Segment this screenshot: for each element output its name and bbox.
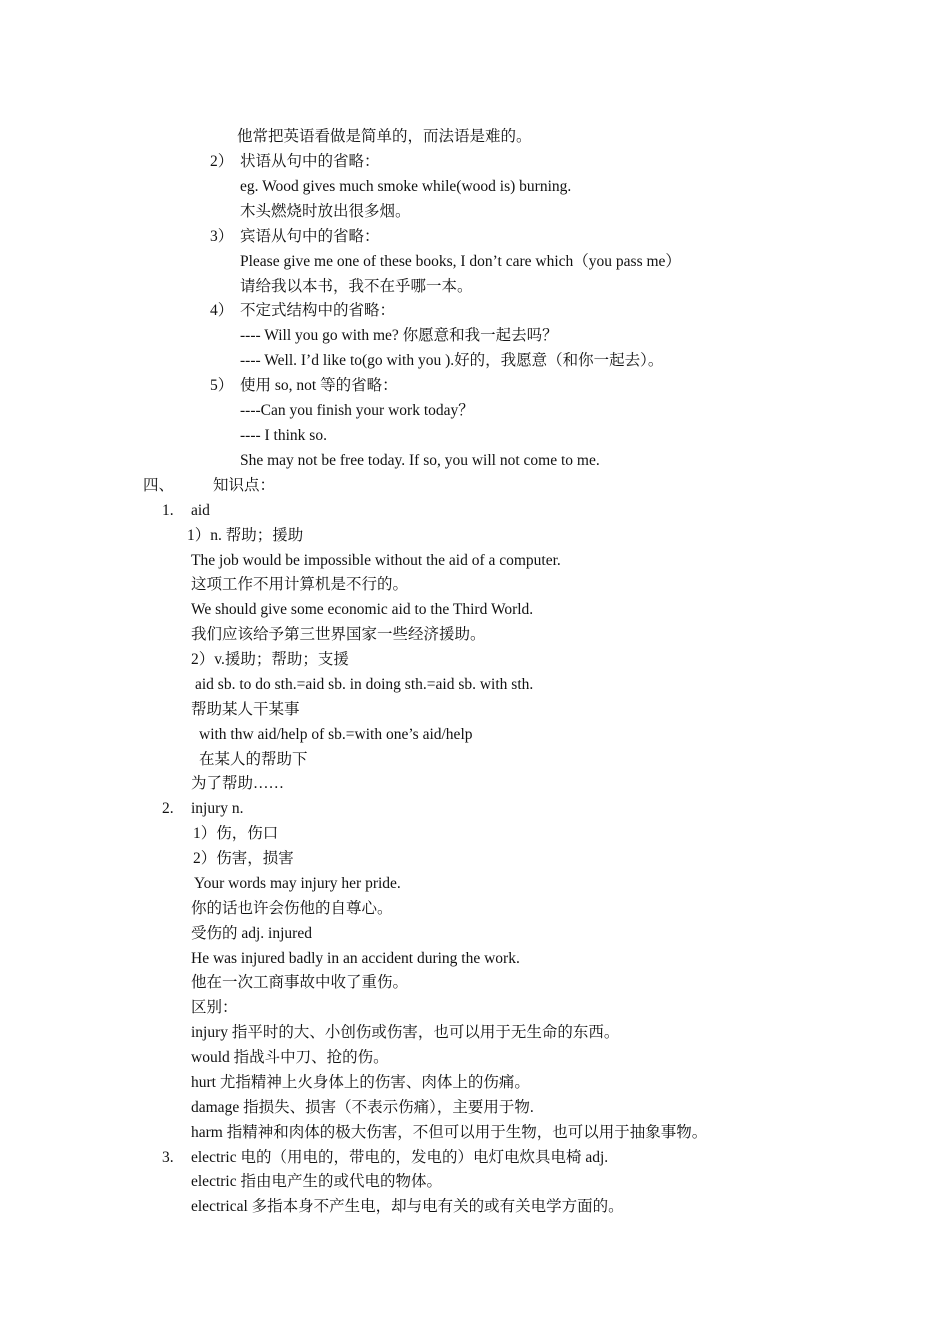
text-line: electric 指由电产生的或代电的物体。	[191, 1173, 442, 1190]
list-item-title: 不定式结构中的省略：	[240, 302, 396, 319]
list-number: 2）	[210, 153, 234, 170]
text-line: 受伤的 adj. injured	[191, 925, 312, 942]
text-line: hurt 尤指精神上火身体上的伤害、肉体上的伤痛。	[191, 1074, 530, 1091]
text-line: eg. Wood gives much smoke while(wood is) burning.	[240, 178, 572, 195]
text-line: We should give some economic aid to the Third World.	[191, 601, 534, 618]
text-line: Please give me one of these books, I don’t care which（you pass me）	[240, 253, 681, 270]
list-item-title: 宾语从句中的省略：	[240, 228, 380, 245]
text-line: 我们应该给予第三世界国家一些经济援助。	[191, 626, 486, 643]
point-title: aid	[191, 502, 210, 519]
text-line: 请给我以本书，我不在乎哪一本。	[240, 278, 473, 295]
text-line: ---- Will you go with me? 你愿意和我一起去吗？	[240, 327, 558, 344]
list-item-title: 使用 so, not 等的省略：	[240, 377, 398, 394]
list-item-title: 状语从句中的省略：	[240, 153, 380, 170]
section-number: 四、	[143, 477, 175, 494]
text-line: would 指战斗中刀、抢的伤。	[191, 1049, 389, 1066]
point-title: electric 电的（用电的，带电的，发电的）电灯电炊具电椅 adj.	[191, 1149, 609, 1166]
text-line: aid sb. to do sth.=aid sb. in doing sth.=aid sb. with sth.	[195, 676, 534, 693]
list-number: 4）	[210, 302, 234, 319]
text-line: 这项工作不用计算机是不行的。	[191, 576, 409, 593]
text-line: ----Can you finish your work today？	[240, 402, 474, 419]
text-line: injury 指平时的大、小创伤或伤害，也可以用于无生命的东西。	[191, 1024, 620, 1041]
list-number: 5）	[210, 377, 234, 394]
text-line: 为了帮助……	[191, 775, 285, 792]
point-number: 3.	[162, 1149, 174, 1166]
text-line: She may not be free today. If so, you will not come to me.	[240, 452, 600, 469]
point-title: injury n.	[191, 800, 244, 817]
text-line: He was injured badly in an accident during the work.	[191, 950, 520, 967]
section-title: 知识点：	[213, 477, 276, 494]
text-line: 他常把英语看做是简单的，而法语是难的。	[237, 128, 532, 145]
text-line: Your words may injury her pride.	[194, 875, 401, 892]
text-line: 木头燃烧时放出很多烟。	[240, 203, 411, 220]
text-line: damage 指损失、损害（不表示伤痛），主要用于物.	[191, 1099, 534, 1116]
text-line: 1）伤，伤口	[193, 825, 279, 842]
text-line: ---- I think so.	[240, 427, 327, 444]
point-number: 2.	[162, 800, 174, 817]
text-line: 区别：	[191, 999, 238, 1016]
text-line: 在某人的帮助下	[199, 751, 308, 768]
text-line: 帮助某人干某事	[191, 701, 300, 718]
text-line: 你的话也许会伤他的自尊心。	[191, 900, 393, 917]
list-number: 3）	[210, 228, 234, 245]
text-line: electrical 多指本身不产生电，却与电有关的或有关电学方面的。	[191, 1198, 624, 1215]
text-line: 2）v.援助；帮助；支援	[191, 651, 349, 668]
text-line: harm 指精神和肉体的极大伤害，不但可以用于生物，也可以用于抽象事物。	[191, 1124, 708, 1141]
text-line: 他在一次工商事故中收了重伤。	[191, 974, 409, 991]
text-line: 1）n. 帮助；援助	[187, 527, 304, 544]
text-line: with thw aid/help of sb.=with one’s aid/help	[199, 726, 473, 743]
point-number: 1.	[162, 502, 174, 519]
text-line: ---- Well. I’d like to(go with you ).好的，我愿意（和你一起去）。	[240, 352, 664, 369]
text-line: 2）伤害，损害	[193, 850, 294, 867]
text-line: The job would be impossible without the aid of a computer.	[191, 552, 561, 569]
